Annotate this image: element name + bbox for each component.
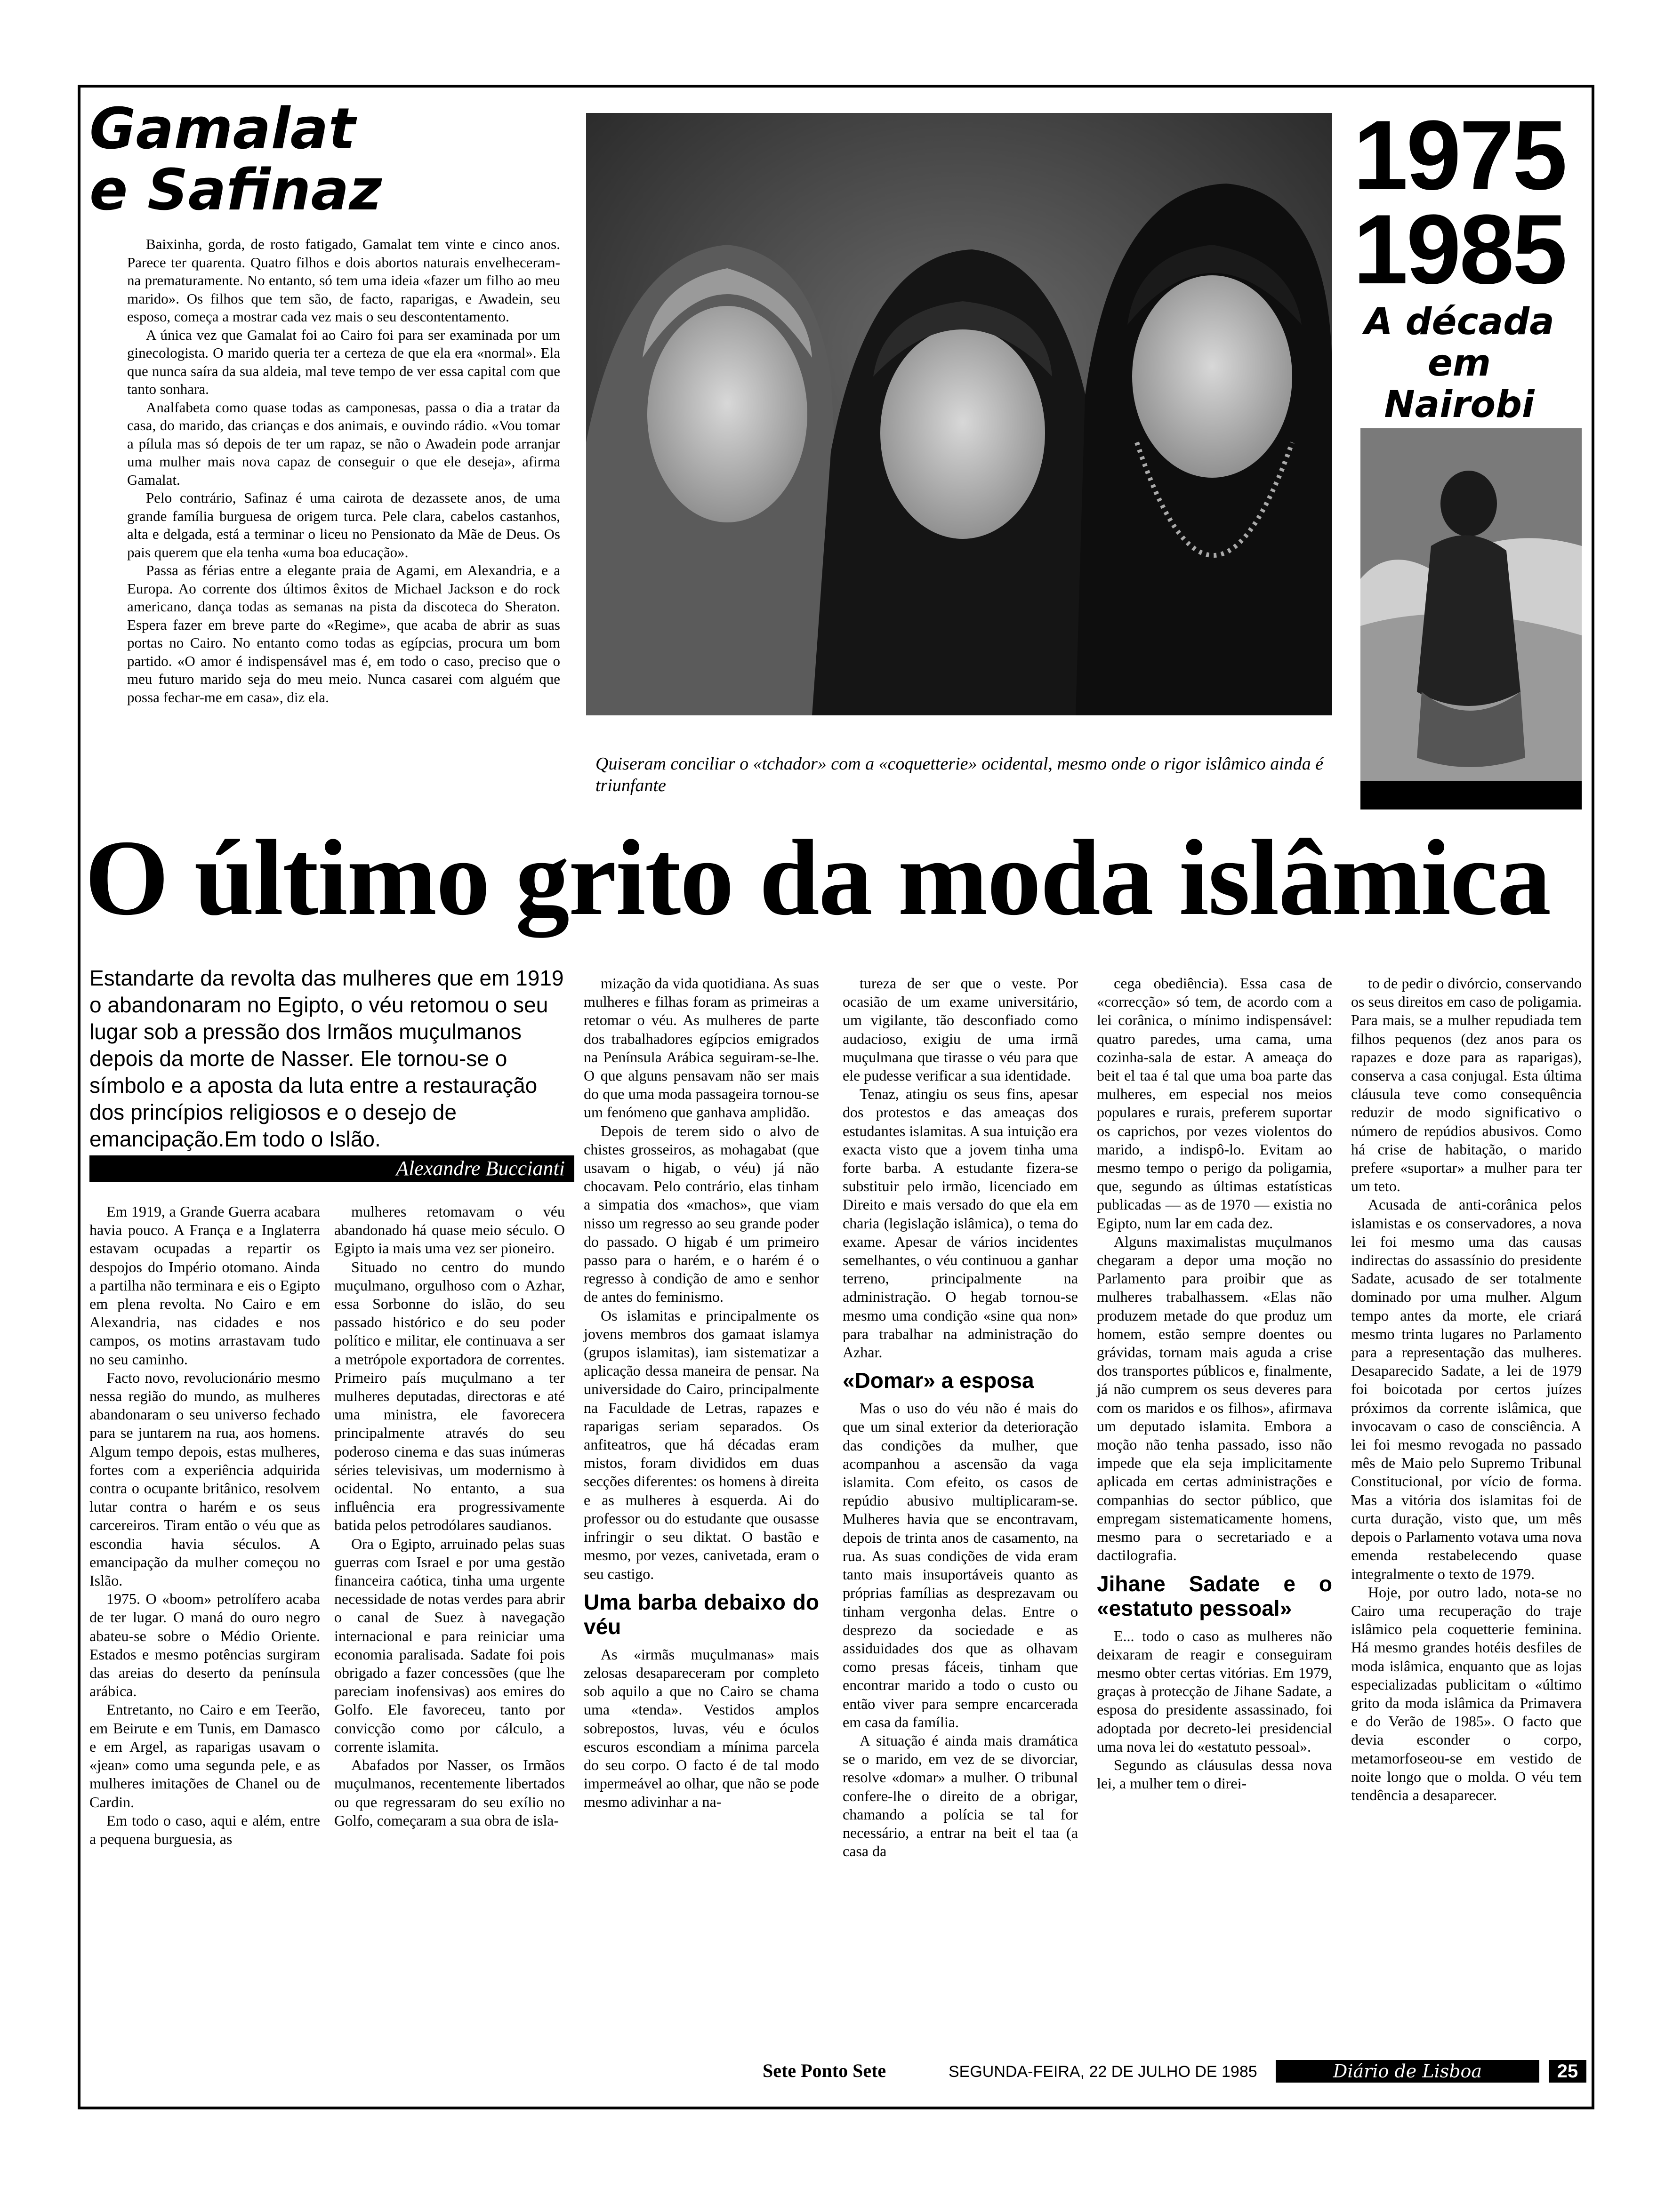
series-subtitle-line2: em bbox=[1427, 342, 1491, 385]
column-paragraph: tureza de ser que o veste. Por ocasião de um exame universitário, um vigilante, tão desconfiado como audacioso, exigiu de uma irmã muçulmana que tirasse o véu para que ele pudesse verificar a sua identidade. bbox=[843, 975, 1078, 1084]
column-paragraph: 1975. O «boom» petrolífero acaba de ter lugar. O maná do ouro negro abateu-se sobre o Médio Oriente. Estados e mesmo potências surgiram das areias do deserto da península arábica. bbox=[89, 1590, 320, 1700]
column-paragraph: Entretanto, no Cairo e em Teerão, em Beirute e em Tunis, em Damasco e em Argel, as raparigas usavam o «jean» como uma segunda pele, e as mulheres imitações de Chanel ou de Cardin. bbox=[89, 1701, 320, 1811]
headline: O último grito da moda islâmica bbox=[85, 817, 1551, 938]
column-paragraph: Ora o Egipto, arruinado pelas suas guerras com Israel e por uma gestão financeira caótica, tinha uma urgente necessidade de notas verdes para abrir o canal de Suez à navegação internacional e para reiniciar uma economia paralisada. Sadate foi pois obrigado a fazer concessões (que lhe pareciam inofensivas) aos emires do Golfo. Ele favoreceu, tanto por convicção como por cálculo, a corrente islamita. bbox=[334, 1535, 565, 1755]
column-paragraph: Acusada de anti-corânica pelos islamistas e os conservadores, a nova lei foi mesmo uma das causas indirectas do assassínio do presidente Sadate, acusado de ser totalmente dominado por uma mulher. Algum tempo antes da morte, ele criará mesmo trinta lugares no Parlamento para a representação das mulheres. Desaparecido Sadate, a lei de 1979 foi boicotada por certos juízes próximos da corrente islâmica, que invocavam o caso de consciência. A lei foi mesmo revogada no passado mês de Maio pelo Supremo Tribunal Constitucional, por vício de forma. Mas a vitória dos islamitas foi de curta duração, visto que, um mês depois o Parlamento votava uma nova emenda restabelecendo quase integralmente o texto de 1979. bbox=[1351, 1196, 1582, 1582]
series-black-bar bbox=[1360, 781, 1582, 809]
column-paragraph: Em 1919, a Grande Guerra acabara havia pouco. A França e a Inglaterra estavam ocupadas a repartir os despojos do Império otomano. Ainda a partilha não terminara e eis o Egipto em plena revolta. No Cairo e em Alexandria, nas cidades e nos campos, os motins arrastavam tudo no seu caminho. bbox=[89, 1203, 320, 1368]
subhead-tame: «Domar» a esposa bbox=[843, 1368, 1034, 1393]
series-subtitle-line1: A década bbox=[1364, 301, 1554, 343]
column-paragraph: E... todo o caso as mulheres não deixaram de reagir e conseguiram mesmo obter certas vitórias. Em 1979, graças à protecção de Jihane Sadate, a esposa do presidente assassinado, foi adoptada por decreto-lei presidencial uma nova lei do «estatuto pessoal». bbox=[1097, 1627, 1332, 1755]
sidebar-paragraph: Baixinha, gorda, de rosto fatigado, Gamalat tem vinte e cinco anos. Parece ter quarenta. Quatro filhos e dois abortos naturais envelheceram-na prematuramente. No entanto, só tem uma ideia «fazer um filho ao meu marido». Os filhos que tem são, de facto, raparigas, e Awadein, seu esposo, começa a mostrar cada vez mais o seu descontentamento. bbox=[127, 236, 560, 325]
column-paragraph: cega obediência). Essa casa de «correcção» só tem, de acordo com a lei corânica, o mínimo indispensável: quatro paredes, uma cama, uma cozinha-sala de estar. A ameaça do beit el taa é tal que uma boa parte das mulheres, em especial nos meios populares e rurais, preferem suportar os caprichos, por vezes violentos do marido, a indispô-lo. Evitam ao mesmo tempo o perigo da poligamia, que, segundo as últimas estatísticas publicadas — as de 1970 — existia no Egipto, num lar em cada dez. bbox=[1097, 975, 1332, 1232]
sidebar-paragraph: Analfabeta como quase todas as camponesas, passa o dia a tratar da casa, do marido, das crianças e dos animais, e ouvindo rádio. «Vou tomar a pílula mas só depois de ter um rapaz, se não o Awadein pode arranjar uma mulher mais nova capaz de conseguir o que ele deseja», afirma Gamalat. bbox=[127, 399, 560, 488]
series-subtitle-line3: Nairobi bbox=[1384, 384, 1535, 426]
photo-caption: Quiseram conciliar o «tchador» com a «coquetterie» ocidental, mesmo onde o rigor islâmico ainda é triunfante bbox=[595, 754, 1324, 795]
subhead-beard: Uma barba debaixo do véu bbox=[584, 1589, 819, 1639]
sidebar-body bbox=[89, 235, 560, 706]
column-paragraph: As «irmãs muçulmanas» mais zelosas desapareceram por completo sob aquilo a que no Cairo se chama uma «tenda». Vestidos amplos sobrepostos, luvas, véu e óculos escuros escondiam a mínima parcela do seu corpo. O facto é de tal modo impermeável ao olhar, que não se pode mesmo adivinhar a na- bbox=[584, 1645, 819, 1811]
sidebar-paragraph: Passa as férias entre a elegante praia de Agami, em Alexandria, e a Europa. Ao corrente dos últimos êxitos de Michael Jackson e do rock americano, dança todas as semanas na pista da discoteca do Sheraton. Espera fazer em breve parte do «Regime», que acaba de abrir as suas portas no Cairo. No entanto como todas as egípcias, procura um bom partido. «O amor é indispensável mas é, em todo o caso, preciso que o meu futuro marido seja do meu meio. Nunca casarei com alguém que possa fechar-me em casa», diz ela. bbox=[127, 562, 560, 705]
column-paragraph: Alguns maximalistas muçulmanos chegaram a depor uma moção no Parlamento para proibir que as mulheres trabalhassem. «Elas não produzem metade do que produz um homem, estão sempre doentes ou grávidas, tornam mais aguda a crise dos transportes públicos e, finalmente, já não cumprem os seus deveres para com os maridos e os filhos», afirmava um deputado islamita. Embora a moção não tenha passado, isso não impede que ela seja implicitamente aplicada em certas administrações e companhias do sector público, que empregam sistematicamente homens, mesmo para o secretariado e a dactilografia. bbox=[1097, 1233, 1332, 1564]
series-year-start: 1975 bbox=[1353, 100, 1566, 210]
veiled-women-photo bbox=[586, 113, 1332, 715]
column-paragraph: Mas o uso do véu não é mais do que um sinal exterior da deterioração das condições da mulher, que acompanhou a ascensão da vaga islamita. Com efeito, os casos de repúdio abusivo multiplicaram-se. Mulheres havia que se encontravam, depois de trinta anos de casamento, na rua. As suas condições de vida eram tanto mais insuportáveis quanto as próprias famílias as desprezavam ou tinham vergonha delas. Entre o desprezo da sociedade e as assiduidades dos que as olhavam como presas fáceis, tinham que encontrar marido a todo o custo ou então viver para sempre encarcerada em casa da família. bbox=[843, 1400, 1078, 1731]
column-paragraph: Depois de terem sido o alvo de chistes grosseiros, as mohagabat (que usavam o higab, o véu) já não chocavam. Pelo contrário, elas tinham a simpatia dos «machos», que viam nisso um regresso ao seu grande poder do passado. O higab é um primeiro passo para o harém, e o harém é o regresso à condição de amo e senhor de antes do feminismo. bbox=[584, 1122, 819, 1306]
column-paragraph: mulheres retomavam o véu abandonado há quase meio século. O Egipto ia mais uma vez ser pioneiro. bbox=[334, 1203, 565, 1257]
footer-bar bbox=[763, 2059, 1591, 2087]
footer-page-number: 25 bbox=[1549, 2060, 1586, 2083]
sidebar-story bbox=[89, 96, 560, 706]
main-photo bbox=[586, 113, 1332, 715]
byline: Alexandre Buccianti bbox=[89, 1155, 574, 1182]
article-column-2 bbox=[334, 1202, 565, 1830]
sidebar-title-line2: e Safinaz bbox=[89, 158, 382, 223]
column-paragraph: Tenaz, atingiu os seus fins, apesar dos protestos e das ameaças dos estudantes islamitas. A sua intuição era exacta visto que a jovem tinha uma forte barba. A estudante fizera-se substituir pelo irmão, licenciado em Direito e mais versado do que ela em charia (legislação islâmica), o tema do exame. Apesar de vários incidentes semelhantes, o véu continuou a ganhar terreno, principalmente na administração. O hegab tornou-se mesmo uma condição «sine qua non» para trabalhar na administração do Azhar. bbox=[843, 1085, 1078, 1361]
column-paragraph: to de pedir o divórcio, conservando os seus direitos em caso de poligamia. Para mais, se a mulher repudiada tem filhos pequenos (dez anos para os rapazes e doze para as raparigas), conserva a casa conjugal. Esta última cláusula teve como consequência reduzir de modo significativo o número de repúdios abusivos. Como há crise de habitação, o marido prefere «suportar» a mulher para ter um teto. bbox=[1351, 975, 1582, 1195]
column-paragraph: Os islamitas e principalmente os jovens membros dos gamaat islamya (grupos islamitas), iam sistematizar a aplicação dessa maneira de pensar. Na universidade do Cairo, principalmente na Faculdade de Letras, rapazes e raparigas seriam separados. Os anfiteatros, que há décadas eram mistos, foram divididos em duas secções diferentes: os homens à direita e as mulheres à esquerda. Ai do professor ou do estudante que ousasse infringir o seu diktat. O bastão e mesmo, por vezes, canivetada, eram o seu castigo. bbox=[584, 1306, 819, 1582]
article-column-5 bbox=[1097, 974, 1332, 1793]
column-paragraph: Facto novo, revolucionário mesmo nessa região do mundo, as mulheres abandonaram o seu universo fechado para se juntarem na rua, aos homens. Algum tempo depois, estas mulheres, fortes com a experiência adquirida contra o ocupante britânico, resolvem lutar contra o harém e os seus carcereiros. Tiram então o véu que as escondia havia séculos. A emancipação da mulher começou no Islão. bbox=[89, 1369, 320, 1589]
article-column-4 bbox=[843, 974, 1078, 1860]
sidebar-paragraph: A única vez que Gamalat foi ao Cairo foi para ser examinada por um ginecologista. O marido queria ter a certeza de que ela era «normal». Ela que nunca saíra da sua aldeia, mal teve tempo de ver essa capital com que tanto sonhara. bbox=[127, 326, 560, 397]
sidebar-title-line1: Gamalat bbox=[89, 96, 355, 162]
series-year-end: 1985 bbox=[1353, 194, 1566, 305]
article-column-3 bbox=[584, 974, 819, 1811]
subhead-jihane: Jihane Sadate e o «estatuto pessoal» bbox=[1097, 1571, 1332, 1620]
series-photo bbox=[1360, 428, 1582, 781]
article-column-1 bbox=[89, 1202, 320, 1848]
series-box bbox=[1346, 100, 1572, 426]
footer-date: SEGUNDA-FEIRA, 22 DE JULHO DE 1985 bbox=[949, 2063, 1257, 2081]
column-paragraph: Situado no centro do mundo muçulmano, orgulhoso com o Azhar, essa Sorbonne do islão, do seu passado histórico e do seu poder político e militar, ele continuava a ser a metrópole exportadora de correntes. Primeiro país muçulmano a ter mulheres deputadas, directoras e até uma ministra, ele favorecera principalmente através do seu poderoso cinema e das suas inúmeras séries televisivas, um modernismo à ocidental. No entanto, a sua influência era progressivamente batida pelos petrodólares saudianos. bbox=[334, 1258, 565, 1534]
column-paragraph: Em todo o caso, aqui e além, entre a pequena burguesia, as bbox=[89, 1811, 320, 1847]
sidebar-paragraph: Pelo contrário, Safinaz é uma cairota de dezassete anos, de uma grande família burguesa de origem turca. Pele clara, cabelos castanhos, alta e delgada, está a terminar o liceu no Pensionato da Mãe de Deus. Os pais querem que ela tenha «uma boa educação». bbox=[127, 489, 560, 561]
column-paragraph: mização da vida quotidiana. As suas mulheres e filhas foram as primeiras a retomar o véu. As mulheres de parte dos trabalhadores egípcios emigrados na Península Arábica seguiram-se-lhe. O que alguns pensavam não ser mais do que uma moda passageira tornou-se um fenómeno que ganhava amplidão. bbox=[584, 975, 819, 1121]
woman-in-water-photo bbox=[1360, 428, 1582, 781]
lead-paragraph: Estandarte da revolta das mulheres que em 1919 o abandonaram no Egipto, o véu retomou o seu lugar sob a pressão dos Irmãos muçulmanos depois da morte de Nasser. Ele tornou-se o símbolo e a aposta da luta entre a restauração dos princípios religiosos e o desejo de emancipação.Em todo o Islão. bbox=[89, 966, 564, 1151]
footer-masthead: Diário de Lisboa bbox=[1276, 2060, 1539, 2083]
footer-section: Sete Ponto Sete bbox=[763, 2060, 886, 2081]
column-paragraph: A situação é ainda mais dramática se o marido, em vez de se divorciar, resolve «domar» a mulher. O tribunal confere-lhe o direito de a obrigar, chamando a polícia se tal for necessário, a entrar na beit el taa (a casa da bbox=[843, 1731, 1078, 1860]
column-paragraph: Abafados por Nasser, os Irmãos muçulmanos, recentemente libertados ou que regressaram do seu exílio no Golfo, começaram a sua obra de isla- bbox=[334, 1756, 565, 1829]
article-column-6 bbox=[1351, 974, 1582, 1804]
column-paragraph: Hoje, por outro lado, nota-se no Cairo uma recuperação do traje islâmico pela coquetterie feminina. Há mesmo grandes hotéis desfiles de moda islâmica, enquanto que as lojas especializadas publicitam o «último grito da moda islâmica da Primavera e do Verão de 1985». O facto que devia esconder o corpo, metamorfoseou-se em vestido de noite longo que o molda. O véu tem tendência a desaparecer. bbox=[1351, 1583, 1582, 1803]
column-paragraph: Segundo as cláusulas dessa nova lei, a mulher tem o direi- bbox=[1097, 1756, 1332, 1792]
